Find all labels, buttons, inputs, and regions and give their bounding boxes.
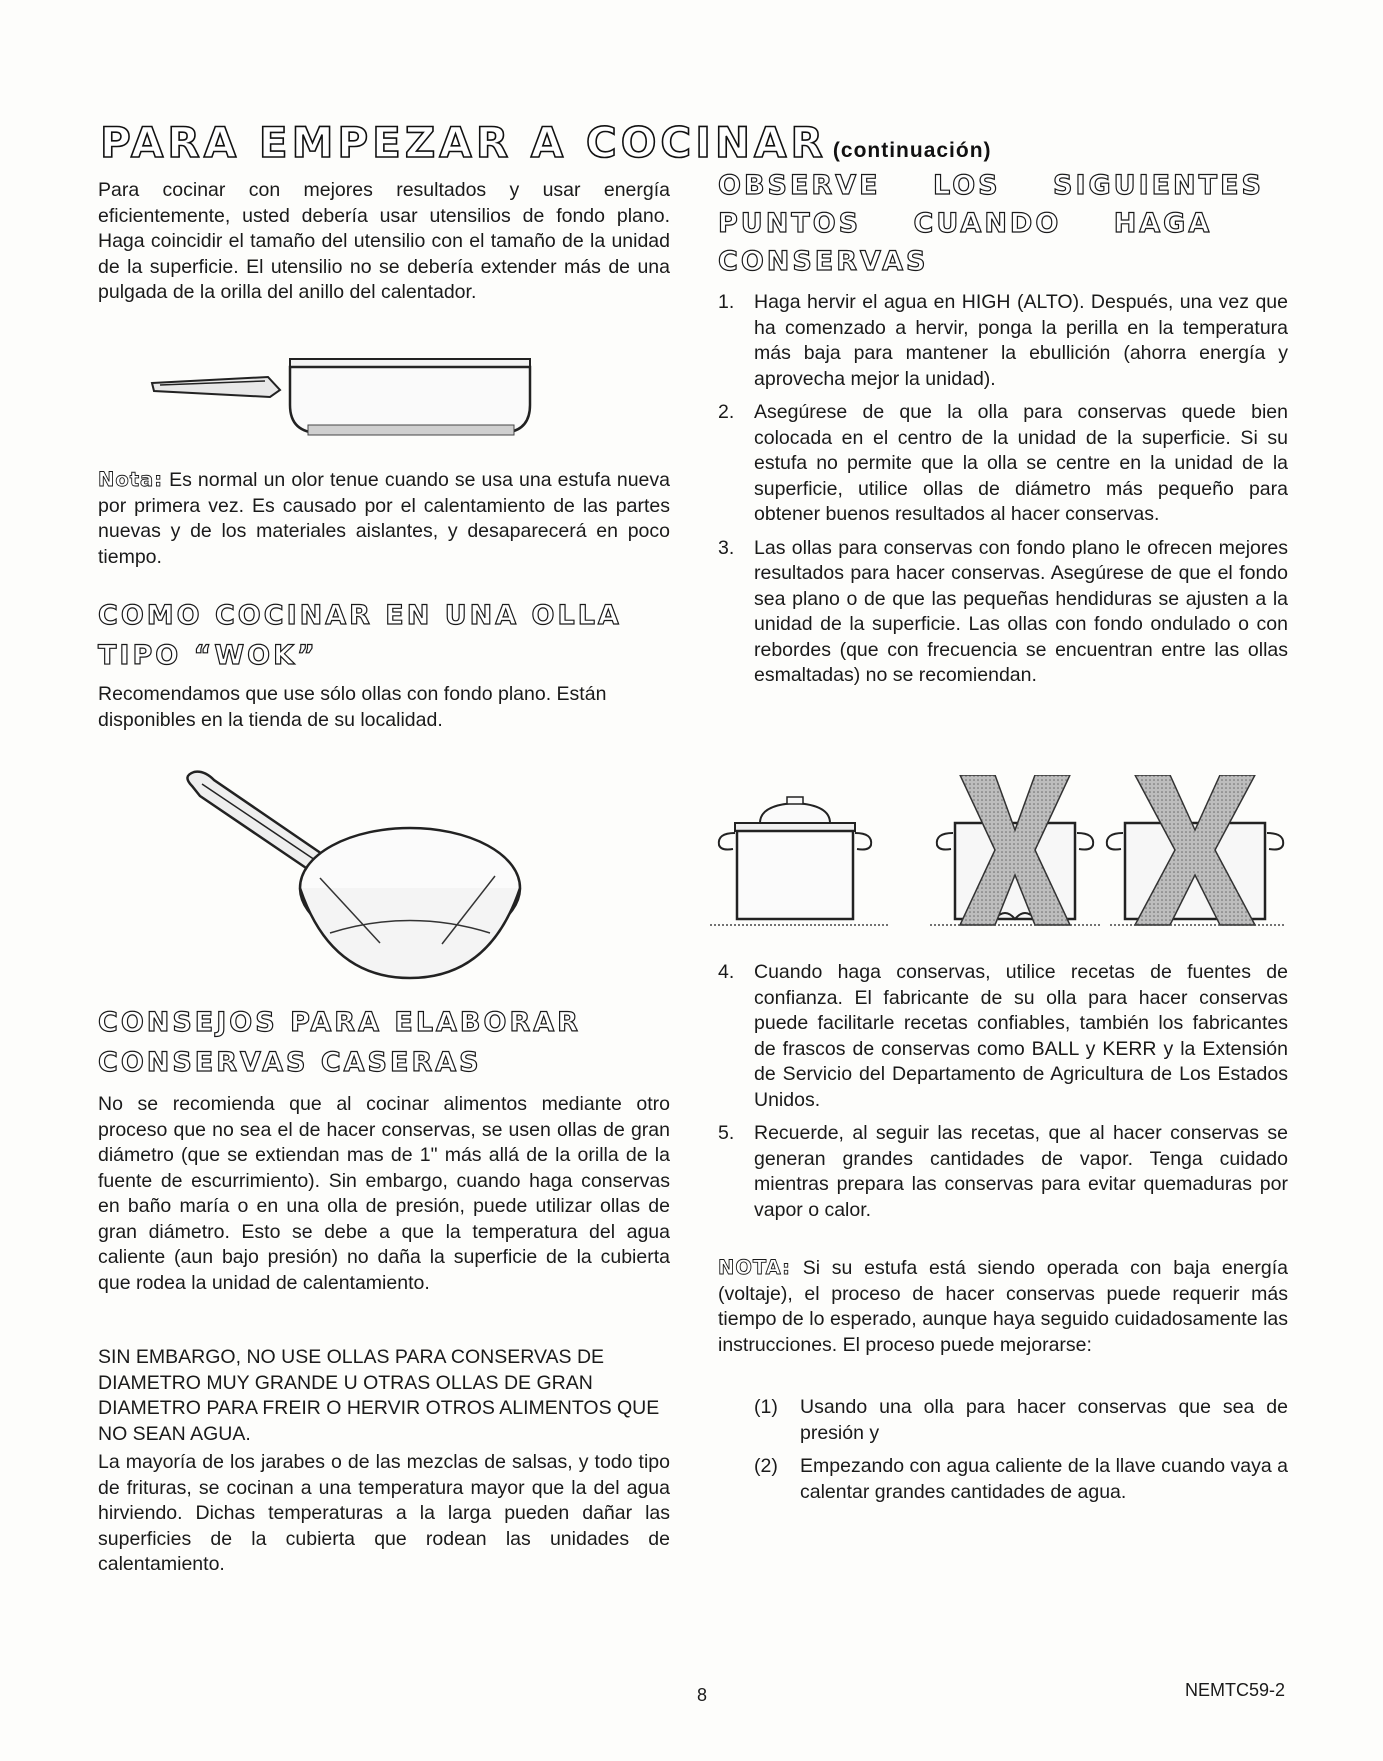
canning-heading-line-2: CONSERVAS CASERAS [98, 1047, 482, 1078]
title-continuation: (continuación) [832, 139, 992, 162]
list-item [718, 290, 1288, 392]
canning-tips-heading-line-2: PUNTOS CUANDO HAGA [718, 208, 1213, 239]
list-item-number: 5. [718, 1122, 735, 1144]
list-item-text: Haga hervir el agua en HIGH (ALTO). Después, una vez que ha comenzado a hervir, ponga la perilla en la temperatura más baja para mantener la ebullición (ahorra energía y aprovecha mejor la unidad). [754, 291, 1288, 390]
nota-paragraph [718, 1255, 1288, 1358]
canning-paragraph-2: SIN EMBARGO, NO USE OLLAS PARA CONSERVAS DE DIAMETRO MUY GRANDE U OTRAS OLLAS DE GRAN DIAMETRO PARA FREIR O HERVIR OTROS ALIMENTOS QUE NO SEAN AGUA. [98, 1346, 660, 1445]
wok-paragraph: Recomendamos que use sólo ollas con fondo plano. Están disponibles en la tienda de su localidad. [98, 683, 607, 731]
list-item [718, 1454, 1288, 1505]
list-item-text: Cuando haga conservas, utilice recetas de fuentes de confianza. El fabricante de su olla para hacer conservas puede facilitarle recetas confiables, también los fabricantes de frascos de conservas como BALL y KERR y la Extensión de Servicio del Departamento de Agricultura de Los Estados Unidos. [754, 961, 1288, 1111]
wok-illustration [180, 768, 530, 988]
canner-pots-illustration [705, 775, 1290, 945]
canning-tips-heading-line-1: OBSERVE LOS SIGUIENTES [718, 170, 1264, 201]
skillet-illustration [150, 345, 540, 450]
list-item-number: 4. [718, 961, 735, 983]
list-item [718, 960, 1288, 1113]
canning-tips-heading-line-3: CONSERVAS [718, 246, 929, 277]
canning-heading-line-1: CONSEJOS PARA ELABORAR [98, 1007, 581, 1038]
nota-sub-list [718, 1395, 1288, 1513]
note-label: Nota: [98, 468, 163, 491]
dome-bottom-pot-wrong [930, 775, 1100, 925]
intro-paragraph: Para cocinar con mejores resultados y usar energía eficientemente, usted debería usar utensilios de fondo plano. Haga coincidir el tamaño del utensilio con el tamaño de la unidad de la superficie. El utensilio no se debería extender más de una pulgada de la orilla del anillo del calentador. [98, 179, 670, 303]
list-item-number: (1) [754, 1396, 778, 1418]
nota-text: Si su estufa está siendo operada con baja energía (voltaje), el proceso de hacer conservas puede requerir más tiempo de lo esperado, aunque haya seguido cuidadosamente las instrucciones. El proceso puede mejorarse: [718, 1257, 1288, 1356]
list-item [718, 536, 1288, 689]
wok-heading-line-2: TIPO “WOK” [98, 640, 318, 671]
nota-label: NOTA: [718, 1256, 791, 1279]
list-item [718, 400, 1288, 528]
canning-paragraph-1: No se recomienda que al cocinar alimentos mediante otro proceso que no sea el de hacer conservas, se usen ollas de gran diámetro (que se extiendan mas de 1" más allá de la orilla de la fuente de escurrimiento). Sin embargo, cuando haga conservas en baño maría o en una olla de presión, puede utilizar ollas de gran diámetro. Esto se debe a que la temperatura del agua caliente (aun bajo presión) no daña la superficie de la cubierta que rodea la unidad de calentamiento. [98, 1093, 670, 1294]
list-item-number: 1. [718, 291, 735, 313]
wok-heading-line-1: COMO COCINAR EN UNA OLLA [98, 600, 622, 631]
note-text: Es normal un olor tenue cuando se usa una estufa nueva por primera vez. Es causado por el calentamiento de las partes nuevas y de los materiales aislantes, y desaparecerá en poco tiempo. [98, 469, 670, 568]
list-item-text: Usando una olla para hacer conservas que sea de presión y [800, 1396, 1288, 1444]
list-item-text: Empezando con agua caliente de la llave cuando vaya a calentar grandes cantidades de agua. [800, 1455, 1288, 1503]
document-code: NEMTC59-2 [1185, 1680, 1286, 1700]
page-number: 8 [697, 1685, 708, 1705]
wide-pot-wrong [1107, 775, 1285, 925]
canning-tips-list-1 [718, 290, 1288, 697]
list-item [718, 1121, 1288, 1223]
canning-paragraph-3: La mayoría de los jarabes o de las mezclas de salsas, y todo tipo de frituras, se cocinan a una temperatura mayor que la del agua hirviendo. Dichas temperaturas a la larga pueden dañar las superficies de la cubierta que rodean las unidades de calentamiento. [98, 1451, 670, 1575]
list-item-text: Asegúrese de que la olla para conservas quede bien colocada en el centro de la unidad de la superficie. Si su estufa no permite que la olla se centre en la unidad de la superficie, utilice ollas de diámetro más pequeño para obtener buenos resultados al hacer conservas. [754, 401, 1288, 525]
title-text: PARA EMPEZAR A COCINAR [100, 118, 827, 167]
note-paragraph [98, 467, 670, 570]
list-item-number: 3. [718, 536, 735, 559]
flat-pot-correct [710, 797, 890, 925]
list-item-text: Recuerde, al seguir las recetas, que al hacer conservas se generan grandes cantidades de vapor. Tenga cuidado mientras prepara las conservas para evitar quemaduras por vapor o calor. [754, 1122, 1288, 1221]
list-item-number: 2. [718, 401, 735, 423]
list-item-text: Las ollas para conservas con fondo plano le ofrecen mejores resultados para hacer conservas. Asegúrese de que el fondo sea plano o de que las pequeñas hendiduras se ajusten a la unidad de la superficie. Las ollas con fondo ondulado o con rebordes (que con frecuencia se encuentran entre las ollas esmaltadas) no se recomiendan. [754, 536, 1288, 686]
page-title [100, 118, 992, 167]
canning-tips-list-2 [718, 960, 1288, 1231]
list-item [718, 1395, 1288, 1446]
list-item-number: (2) [754, 1455, 778, 1477]
